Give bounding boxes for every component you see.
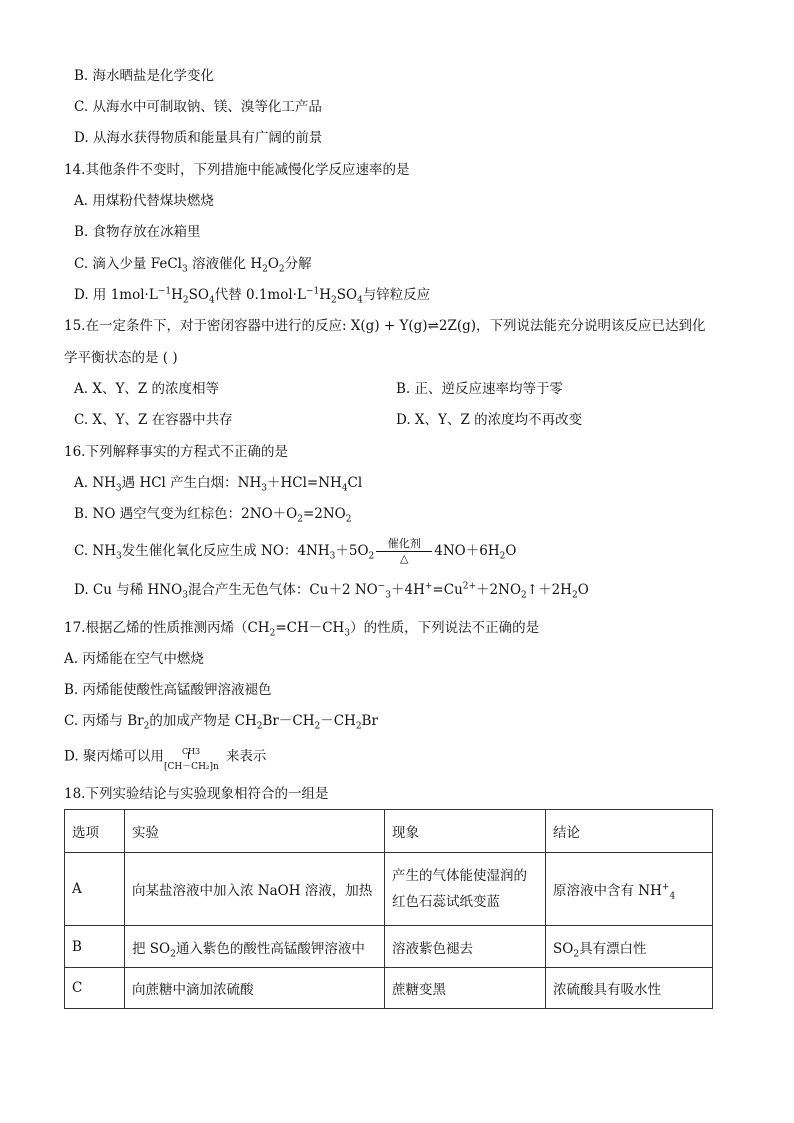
row-b-option: B — [65, 926, 125, 968]
q14-option-d: D. 用 $1mol\cdot L^{-1}H_2SO_4$代替 $0.1mol\cdot L^{-1}H_2SO_4$与锌粒反应 — [74, 286, 431, 306]
table-row — [65, 853, 713, 926]
header-conclusion: 结论 — [546, 810, 713, 853]
q17-stem: 17.根据乙烯的性质推测丙烯$(CH_2=CH-CH_3)$的性质，下列说法不正确的是 — [64, 620, 540, 639]
q17-option-d: D. 聚丙烯可以用 CH3 ⁅CH－CH₂⁆n 来表示 — [64, 744, 266, 770]
header-experiment: 实验 — [125, 810, 385, 853]
q14-stem: 14.其他条件不变时，下列措施中能减慢化学反应速率的是 — [64, 162, 410, 178]
q13-option-b: B. 海水晒盐是化学变化 — [74, 68, 215, 84]
q18-stem: 18.下列实验结论与实验现象相符合的一组是 — [64, 786, 329, 802]
q15-option-b: B. 正、逆反应速率均等于零 — [396, 381, 564, 397]
q15-option-a: A. X、Y、Z 的浓度相等 — [74, 381, 220, 397]
row-c-phenomenon: 蔗糖变黑 — [385, 968, 546, 1009]
row-b-phenomenon: 溶液紫色褪去 — [385, 926, 546, 968]
table-row — [65, 968, 713, 1009]
row-b-conclusion: $SO_2$具有漂白性 — [546, 926, 713, 968]
header-option: 选项 — [65, 810, 125, 853]
q16-option-a: A. $NH_3$遇 HCl 产生白烟：$NH_3+HCl=NH_4Cl$ — [74, 475, 363, 494]
row-a-conclusion: 原溶液中含有 $NH^+_4$ — [546, 853, 713, 926]
row-a-phenomenon: 产生的气体能使湿润的 红色石蕊试纸变蓝 — [385, 853, 546, 926]
q16-stem: 16.下列解释事实的方程式不正确的是 — [64, 444, 288, 460]
q14-option-a: A. 用煤粉代替煤块燃烧 — [74, 193, 214, 209]
q16-option-c: C. $NH_3$发生催化氧化反应生成 NO：$4NH_3+5O_2$ 催化剂 △ $4NO+6H_2O$ — [74, 537, 517, 565]
q15-stem-line2: 学平衡状态的是 ( ) — [64, 350, 178, 366]
q18-table — [64, 809, 713, 1009]
q15-option-c: C. X、Y、Z 在容器中共存 — [74, 412, 233, 428]
q13-option-d: D. 从海水获得物质和能量具有广阔的前景 — [74, 130, 323, 146]
q17-option-c: C. 丙烯与 $Br_2$的加成产物是 $CH_2Br-CH_2-CH_2Br$ — [64, 713, 378, 732]
row-b-experiment: 把 $SO_2$通入紫色的酸性高锰酸钾溶液中 — [125, 926, 385, 968]
q16-option-b: B. NO 遇空气变为红棕色：$2NO+O_2=2NO_2$ — [74, 506, 352, 525]
row-a-experiment: 向某盐溶液中加入浓 NaOH 溶液，加热 — [125, 853, 385, 926]
row-a-option: A — [65, 853, 125, 926]
q13-option-c: C. 从海水中可制取钠、镁、溴等化工产品 — [74, 99, 322, 115]
q14-option-b: B. 食物存放在冰箱里 — [74, 224, 201, 240]
q15-stem-line1: 15.在一定条件下，对于密闭容器中进行的反应: X(g) + Y(g)⇌2Z(g)，下列说法能充分说明该反应已达到化 — [64, 318, 706, 334]
table-header-row — [65, 810, 713, 853]
catalyst-arrow: 催化剂 △ — [376, 538, 432, 565]
table-row — [65, 926, 713, 968]
polypropylene-formula: CH3 ⁅CH－CH₂⁆n — [163, 747, 219, 772]
q16-option-d: D. Cu 与稀 $HNO_3$混合产生无色气体：Cu＋2 $NO^-_3+4H^+=Cu^{2+}+2NO_2↑+2H_2O$ — [74, 581, 589, 601]
q17-option-b: B. 丙烯能使酸性高锰酸钾溶液褪色 — [64, 682, 272, 698]
q17-option-a: A. 丙烯能在空气中燃烧 — [64, 651, 204, 667]
row-c-experiment: 向蔗糖中滴加浓硫酸 — [125, 968, 385, 1009]
header-phenomenon: 现象 — [385, 810, 546, 853]
row-c-conclusion: 浓硫酸具有吸水性 — [546, 968, 713, 1009]
q14-option-c: C. 滴入少量 FeCl$_3$ 溶液催化 $H_2O_2$分解 — [74, 256, 312, 275]
q15-option-d: D. X、Y、Z 的浓度均不再改变 — [396, 412, 583, 428]
row-c-option: C — [65, 968, 125, 1009]
